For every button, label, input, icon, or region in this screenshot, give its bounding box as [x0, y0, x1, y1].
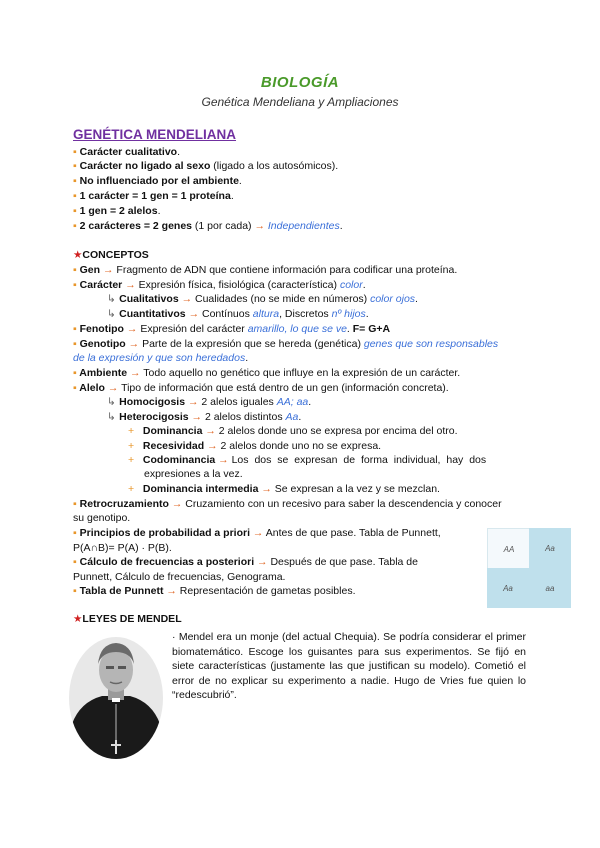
star-icon: ★ — [73, 613, 83, 625]
list-item: ↳ Homocigosis → 2 alelos iguales AA; aa. — [107, 396, 312, 408]
section-title: GENÉTICA MENDELIANA — [73, 127, 237, 142]
star-icon: ★ — [73, 249, 83, 261]
list-item: ▪ Genotipo → Parte de la expresión que se hereda (genética) genes que son responsables — [73, 338, 499, 350]
list-item: ▪ Alelo → Tipo de información que está dentro de un gen (información concreta). — [73, 382, 449, 394]
list-item-continuation: expresiones a la vez. — [144, 468, 243, 480]
list-item: ▪ Carácter cualitativo. — [73, 146, 181, 158]
list-item-continuation: de la expresión y que son heredados. — [73, 352, 249, 364]
list-item: ▪ Cálculo de frecuencias a posteriori → Después de que pase. Tabla de — [73, 556, 418, 568]
mendel-portrait — [68, 612, 164, 760]
punnett-cell: Aa — [529, 528, 571, 568]
punnett-cell: aa — [529, 568, 571, 608]
page-subtitle: Genética Mendeliana y Ampliaciones — [201, 95, 399, 109]
punnett-cell: Aa — [487, 568, 529, 608]
list-item: + Codominancia → Los dos se expresan de forma individual, hay dos — [128, 454, 487, 466]
list-item: ▪ Carácter → Expresión física, fisiológica (característica) color. — [73, 279, 366, 291]
list-item-continuation: P(A∩B)= P(A) · P(B). — [73, 542, 172, 554]
list-item: ▪ Carácter no ligado al sexo (ligado a los autosómicos). — [73, 160, 339, 172]
list-item: + Recesividad → 2 alelos donde uno no se expresa. — [128, 440, 382, 452]
punnett-cell: AA — [487, 528, 531, 570]
list-item: ▪ No influenciado por el ambiente. — [73, 175, 242, 187]
list-item: + Dominancia intermedia → Se expresan a la vez y se mezclan. — [128, 483, 440, 495]
list-item: ↳ Cualitativos → Cualidades (no se mide en números) color ojos. — [107, 293, 418, 305]
list-item: ▪ Ambiente → Todo aquello no genético que influye en la expresión de un carácter. — [73, 367, 461, 379]
list-item: ▪ Principios de probabilidad a priori → Antes de que pase. Tabla de Punnett, — [73, 527, 441, 539]
list-item: ▪ 1 carácter = 1 gen = 1 proteína. — [73, 190, 234, 202]
list-item: ▪ Tabla de Punnett → Representación de gametas posibles. — [73, 585, 356, 597]
list-item: ↳ Heterocigosis → 2 alelos distintos Aa. — [107, 411, 302, 423]
list-item: ▪ 2 carácteres = 2 genes (1 por cada) → Independientes. — [73, 220, 343, 232]
list-item: + Dominancia → 2 alelos donde uno se expresa por encima del otro. — [128, 425, 458, 437]
list-item: ▪ Retrocruzamiento → Cruzamiento con un recesivo para saber la descendencia y conocer — [73, 498, 502, 510]
list-item: ↳ Cuantitativos → Contínuos altura, Discretos nº hijos. — [107, 308, 369, 320]
list-item-continuation: Punnett, Cálculo de frecuencias, Genograma. — [73, 571, 286, 583]
punnett-square — [487, 528, 571, 608]
list-item-continuation: su genotipo. — [73, 512, 131, 524]
mendel-paragraph: · Mendel era un monje (del actual Chequia). Se podría considerar el primer biomatemático. Escoge los guisantes para sus experimentos. Se fijó en siete características (justamente las que justifican su modelo). Cometió el error de no explicar su experimento a nadie. Hugo de Vries fue quien lo “redescubrió”. — [172, 631, 526, 701]
leyes-heading: ★LEYES DE MENDEL — [73, 613, 182, 625]
conceptos-heading: ★CONCEPTOS — [73, 249, 149, 261]
list-item: ▪ Gen → Fragmento de ADN que contiene información para codificar una proteína. — [73, 264, 458, 276]
list-item: ▪ Fenotipo → Expresión del carácter amarillo, lo que se ve. F= G+A — [73, 323, 391, 335]
page-title: BIOLOGÍA — [260, 74, 340, 91]
list-item: ▪ 1 gen = 2 alelos. — [73, 205, 161, 217]
